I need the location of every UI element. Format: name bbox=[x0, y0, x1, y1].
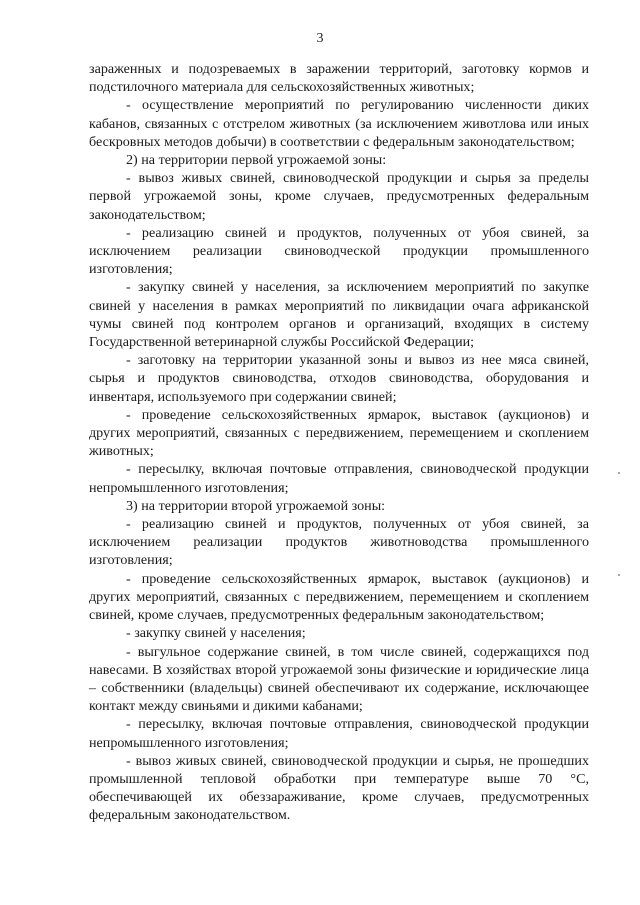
paragraph-10: 3) на территории второй угрожаемой зоны: bbox=[126, 497, 386, 514]
scan-speck bbox=[618, 574, 620, 576]
paragraph-4: - вывоз живых свиней, свиноводческой продукции и сырья за пределы первой угрожаемой зоны, кроме случаев, предусмотренных федеральным законодательством; bbox=[89, 170, 589, 223]
paragraph-9: - пересылку, включая почтовые отправления, свиноводческой продукции непромышленного изготовления; bbox=[89, 461, 589, 496]
paragraph-8: - проведение сельскохозяйственных ярмарок, выставок (аукционов) и других мероприятий, связанных с передвижением, перемещением и скоплением животных; bbox=[89, 406, 589, 460]
paragraph-15: - пересылку, включая почтовые отправления, свиноводческой продукции непромышленного изготовления; bbox=[89, 716, 589, 751]
paragraph-16: - вывоз живых свиней, свиноводческой продукции и сырья, не прошедших промышленной тепловой обработки при температуре выше 70 °С, обеспечивающей их обеззараживание, кроме случаев, предусмотренных федеральным законодательством. bbox=[89, 752, 589, 824]
paragraph-13: - закупку свиней у населения; bbox=[126, 625, 306, 642]
paragraph-12: - проведение сельскохозяйственных ярмарок, выставок (аукционов) и других мероприятий, связанных с передвижением, перемещением и скоплением свиней, кроме случаев, предусмотренных федеральным законодательством; bbox=[89, 570, 589, 624]
page-number: 3 bbox=[316, 31, 324, 46]
paragraph-3: 2) на территории первой угрожаемой зоны: bbox=[126, 152, 387, 169]
paragraph-6: - закупку свиней у населения, за исключением мероприятий по закупке свиней у населения в рамках мероприятий по ликвидации очага африканской чумы свиней под контролем органов и организаций, входящих в систему Государственной ветеринарной службы Российской Федерации; bbox=[89, 279, 589, 351]
paragraph-1: зараженных и подозреваемых в заражении территорий, заготовку кормов и подстилочного материала для сельскохозяйственных животных; bbox=[89, 61, 589, 96]
paragraph-14: - выгульное содержание свиней, в том числе свиней, содержащихся под навесами. В хозяйствах второй угрожаемой зоны физические и юридические лица – собственники (владельцы) свиней обеспечивают их содержание, исключающее контакт между свиньями и дикими кабанами; bbox=[89, 643, 589, 715]
paragraph-11: - реализацию свиней и продуктов, полученных от убоя свиней, за исключением реализации продуктов животноводства промышленного изготовления; bbox=[89, 516, 589, 569]
scan-speck bbox=[618, 472, 620, 474]
paragraph-7: - заготовку на территории указанной зоны и вывоз из нее мяса свиней, сырья и продуктов свиноводства, отходов свиноводства, оборудования и инвентаря, используемого при содержании свиней; bbox=[89, 352, 589, 405]
paragraph-5: - реализацию свиней и продуктов, полученных от убоя свиней, за исключением реализации свиноводческой продукции промышленного изготовления; bbox=[89, 224, 589, 278]
document-body bbox=[89, 60, 589, 825]
paragraph-2: - осуществление мероприятий по регулированию численности диких кабанов, связанных с отстрелом животных (за исключением животлова или иных бескровных методов добычи) в соответствии с федеральным законодательством; bbox=[89, 97, 589, 150]
